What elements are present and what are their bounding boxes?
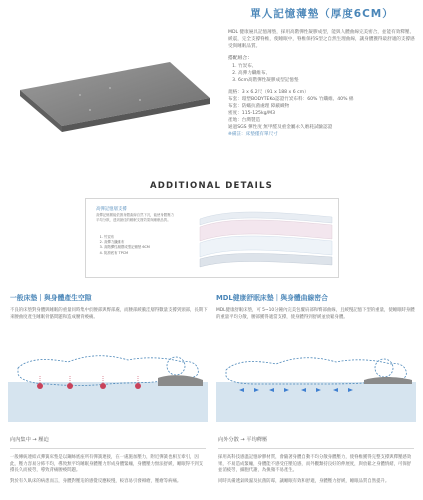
regular-mattress-heading: 一般床墊｜與身體產生空隙 (10, 294, 92, 302)
spec-row: 通過SGS 彈性度 無甲醛及重金屬永久磨耗試驗認證 (228, 125, 333, 130)
spec-note: ※備註：床墊僅有單尺寸 (228, 132, 278, 137)
options-list (228, 63, 416, 84)
paragraph: 對於有久臥床的病患而言，身體對壓迫的感覺反應較慢，較容易引發褥瘡，壓瘡等病痛。 (10, 478, 182, 484)
layers-panel-heading: 高彈記憶層支撐 (96, 207, 127, 212)
mdl-mattress-explanation (218, 455, 414, 489)
option-item: 1. 竹炭布、 (238, 63, 416, 70)
paragraph: 一般傳統連結式彈簧床墊是以鋼絲底座所有彈簧連接，在一處施加壓力，附近彈簧也相互牽引，因此，壓力容易分佈不均，導致無平均睡眠身體壓力形成身體緊繃，身體壓力無法舒緩，睡眠得不到支撐長久而疲勞，導致背痛腰痠問題。 (10, 455, 204, 474)
layer-item: 1. 竹炭布 (104, 235, 150, 240)
regular-mattress-explanation (10, 455, 206, 489)
product-spec-panel (228, 6, 416, 138)
divider (218, 448, 414, 449)
mdl-mattress-desc: MDL健康舒眠床墊，可 5~10分鐘內完美包覆肩部和臀部曲線，且緩慢記憶下型的重量，使睡眠時身體的重量平均分散，腰部獲得適當支撐，使身體得到舒緩並放鬆身體。 (216, 308, 415, 320)
mattress-layers-illustration (198, 203, 334, 273)
additional-details-title: ADDITIONAL DETAILS (150, 181, 273, 191)
layers-list (96, 235, 150, 256)
paragraph: 採用高科技感溫記憶矽膠材質，會隨著身體自動不均分散身體壓力，使脊椎獲得完整支撐與釋壓感效果，不易造成緊繃，身體能不感受任壓迫感，而外觀類持良好的伸展度，與放鬆之身體情緒，可保舒並消疲勞，細胞代謝，為換頻不易產生。 (218, 455, 412, 474)
option-item: 3. 6cm高階彈性凝膠成型記憶墊 (238, 77, 416, 84)
mattress-product-image (20, 60, 210, 132)
layer-item: 2. 高彈力纖維布 (104, 240, 150, 245)
regular-mattress-section (10, 292, 210, 322)
product-title: 單人記憶薄墊（厚度6CM） (250, 8, 394, 20)
mdl-direction-label: 向外分散 → 平均釋壓 (218, 437, 268, 443)
layers-diagram-panel (85, 198, 339, 278)
spec-row: 布套：環塑BODYTEKo認證竹炭布料：60% 竹纖維、40% 棉 (228, 97, 354, 102)
spec-row: 密度：115-125kg/M3 (228, 111, 275, 116)
layer-item: 3. 高階彈性凝膠成型記憶墊 6CM (104, 245, 150, 250)
mdl-mattress-section (216, 292, 416, 322)
regular-direction-label: 向內集中 → 壓迫 (10, 437, 49, 443)
spec-row: 規格：3 x 6.2尺（91 x 188 x 6 cm） (228, 90, 309, 95)
options-label: 搭配組合： (228, 56, 252, 61)
regular-mattress-diagram (8, 336, 208, 422)
product-intro: MDL 健康寢具記憶薄墊，採用高階彈性凝膠成型，能與人體曲線完美密合，並能有效釋壓、緩震，完全支撐脊椎，使睡眠中，脊椎保持S型之自然生理曲線，讓身體獲得最舒適的支撐感受與睡眠品質。 (228, 30, 415, 49)
paragraph: 同時具備透氣吸濕及抗菌防霉，讓睡眠有效和舒適，身體壓力舒緩，睡眠品質自然提升。 (218, 478, 390, 484)
mdl-mattress-heading: MDL健康舒眠床墊｜與身體曲線密合 (216, 294, 328, 302)
layers-panel-desc: 高彈記憶層能依據身體曲線自然下沉，能使身體壓力平均分散，達到最佳的睡眠支撐效果與睡眠品質。 (96, 213, 174, 222)
layer-item: 4. 防滑底布 TPCM (104, 251, 150, 256)
regular-mattress-desc: 不良的床墊對身體與睡眠的重量同時集中於腰部與臀部處，而腰部緩衝洼層得數量支撐到頸部，長期下來腰曲度產生睡眠骨骼問題和造成腰背痠痛。 (10, 308, 208, 320)
mdl-mattress-diagram (216, 336, 416, 422)
spec-row: 產地：台灣製造 (228, 118, 261, 123)
spec-row: 布套：防蟎抗菌處理 障蔽織物 (228, 104, 290, 109)
option-item: 2. 高彈力纖維布、 (238, 70, 416, 77)
divider (10, 448, 206, 449)
